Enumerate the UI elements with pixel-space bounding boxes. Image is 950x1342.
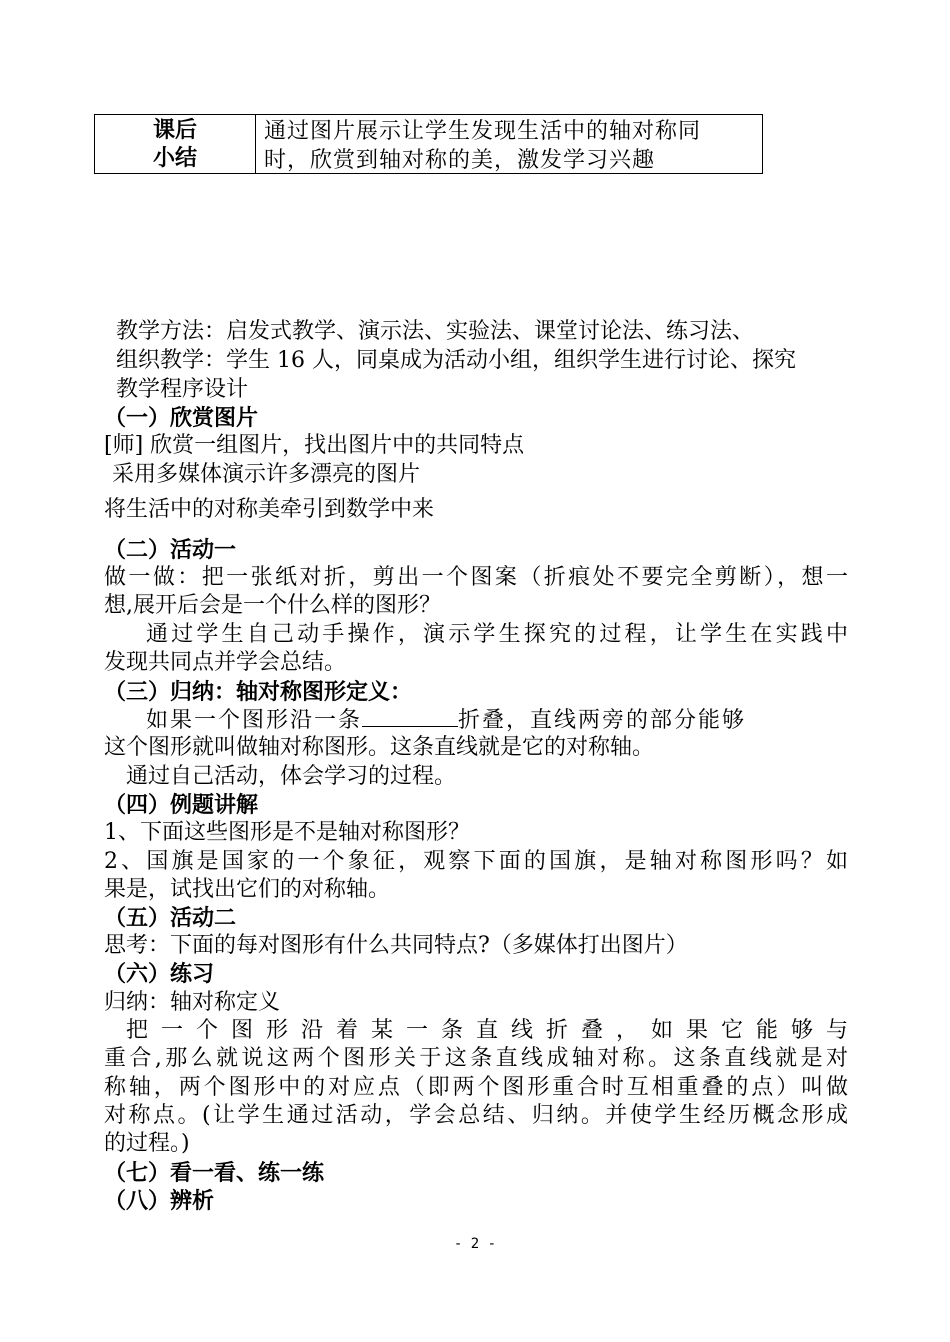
section-6-line-1: 归纳：轴对称定义 <box>104 990 281 1015</box>
section-3-line-3: 通过自己活动，体会学习的过程。 <box>126 764 457 789</box>
section-4-title: （四）例题讲解 <box>104 792 259 818</box>
section-3-line-1-end: 折叠，直线两旁的部分能够 <box>458 708 747 733</box>
summary-content-cell <box>256 115 762 173</box>
section-5-line-1: 思考：下面的每对图形有什么共同特点?（多媒体打出图片） <box>104 933 688 958</box>
teaching-organization: 组织教学：学生 16 人，同桌成为活动小组，组织学生进行讨论、探究 <box>116 348 796 373</box>
summary-text-line1: 通过图片展示让学生发现生活中的轴对称同 <box>264 119 702 144</box>
section-6-title: （六）练习 <box>104 961 215 987</box>
summary-table <box>94 114 763 174</box>
fill-in-blank <box>362 706 458 727</box>
summary-heading-cell <box>95 115 256 173</box>
teaching-methods: 教学方法：启发式教学、演示法、实验法、课堂讨论法、练习法、 <box>116 319 755 344</box>
section-2-line-2: 想,展开后会是一个什么样的图形？ <box>104 593 441 618</box>
section-1-line-2: 采用多媒体演示许多漂亮的图片 <box>112 462 421 487</box>
section-1-line-1: [师] 欣赏一组图片，找出图片中的共同特点 <box>104 433 525 458</box>
section-3-line-2: 这个图形就叫做轴对称图形。这条直线就是它的对称轴。 <box>104 735 655 760</box>
section-8-title: （八）辨析 <box>104 1188 215 1214</box>
section-2-line-3: 通过学生自己动手操作，演示学生探究的过程，让学生在实践中 <box>146 622 848 647</box>
section-4-line-1: 1、下面这些图形是不是轴对称图形？ <box>104 820 470 845</box>
summary-heading-line1: 课后 <box>152 117 197 143</box>
section-6-line-6: 的过程。) <box>104 1131 190 1156</box>
section-3-line-1 <box>146 706 746 735</box>
section-2-line-4: 发现共同点并学会总结。 <box>104 650 347 675</box>
section-2-title: （二）活动一 <box>104 537 237 563</box>
page-number: - 2 - <box>453 1236 497 1252</box>
section-1-line-3: 将生活中的对称美牵引到数学中来 <box>104 497 435 522</box>
section-6-line-2: 把一个图形沿着某一条直线折叠，如果它能够与 <box>126 1018 848 1043</box>
section-7-title: （七）看一看、练一练 <box>104 1160 325 1186</box>
section-6-line-4: 称轴，两个图形中的对应点（即两个图形重合时互相重叠的点）叫做 <box>104 1075 848 1100</box>
section-1-title: （一）欣赏图片 <box>104 405 259 431</box>
section-3-title: （三）归纳：轴对称图形定义： <box>104 679 413 705</box>
program-design: 教学程序设计 <box>116 377 249 402</box>
section-4-line-2: 2、国旗是国家的一个象征，观察下面的国旗，是轴对称图形吗？如 <box>104 849 848 874</box>
section-5-title: （五）活动二 <box>104 905 237 931</box>
section-4-line-3: 果是，试找出它们的对称轴。 <box>104 877 391 902</box>
section-3-line-1-start: 如果一个图形沿一条 <box>146 708 363 733</box>
section-6-line-3: 重合,那么就说这两个图形关于这条直线成轴对称。这条直线就是对 <box>104 1046 848 1071</box>
summary-heading-line2: 小结 <box>152 145 197 171</box>
section-2-line-1: 做一做：把一张纸对折，剪出一个图案（折痕处不要完全剪断），想一 <box>104 565 848 590</box>
summary-text-line2: 时，欣赏到轴对称的美，激发学习兴趣 <box>264 148 656 173</box>
section-6-line-5: 对称点。(让学生通过活动，学会总结、归纳。并使学生经历概念形成 <box>104 1103 848 1128</box>
